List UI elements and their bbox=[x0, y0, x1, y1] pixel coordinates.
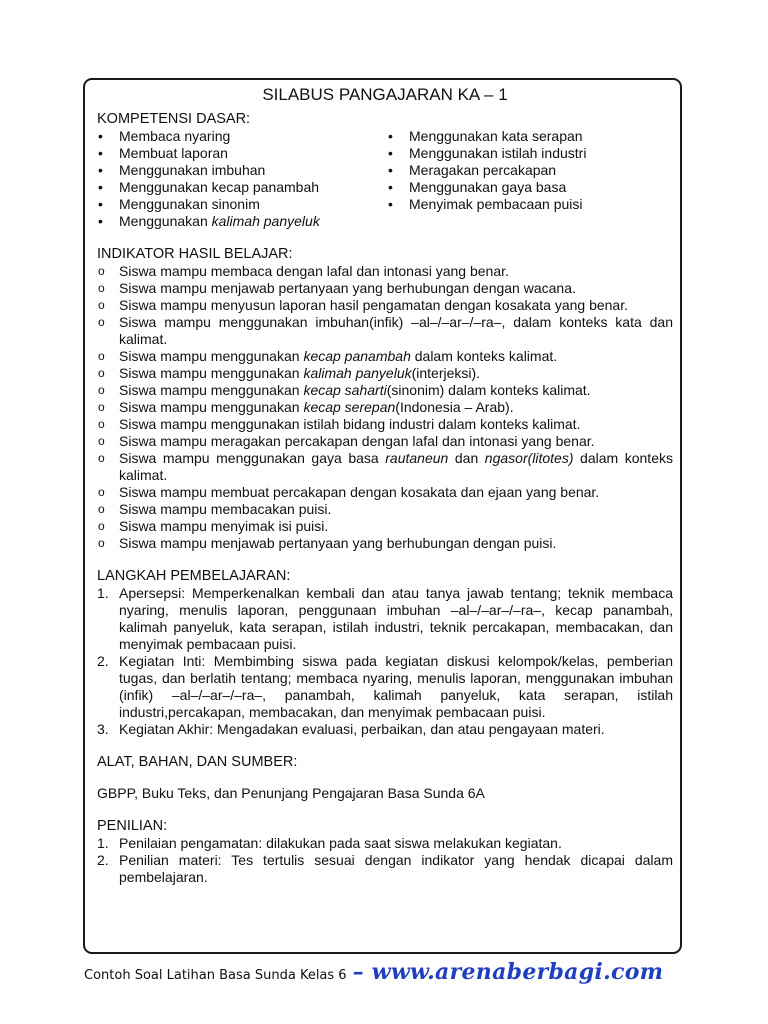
penilian-item bbox=[97, 835, 673, 852]
kompetensi-item-text: Menggunakan sinonim bbox=[119, 196, 260, 212]
kompetensi-list-right bbox=[387, 128, 673, 230]
indikator-item-text: Siswa mampu membacakan puisi. bbox=[119, 501, 332, 517]
page-footer bbox=[84, 959, 684, 989]
indikator-item-text: Siswa mampu menjawab pertanyaan yang berhubungan dengan puisi. bbox=[119, 535, 557, 551]
langkah-item-text: Kegiatan Akhir: Mengadakan evaluasi, perbaikan, dan atau pengayaan materi. bbox=[119, 721, 605, 737]
kompetensi-item: • Menggunakan kata serapan bbox=[387, 128, 673, 145]
langkah-list bbox=[97, 585, 673, 738]
kompetensi-list-left bbox=[97, 128, 387, 230]
indikator-item-text: Siswa mampu menggunakan bbox=[119, 382, 304, 398]
kompetensi-item: • Menggunakan istilah industri bbox=[387, 145, 673, 162]
indikator-item-text: (interjeksi). bbox=[411, 365, 481, 381]
penilian-heading: PENILIAN: bbox=[97, 818, 168, 834]
kompetensi-item: • Menggunakan gaya basa bbox=[387, 179, 673, 196]
indikator-item-text: Siswa mampu meragakan percakapan dengan lafal dan intonasi yang benar. bbox=[119, 433, 595, 449]
kompetensi-item bbox=[97, 213, 387, 230]
alat-heading: ALAT, BAHAN, DAN SUMBER: bbox=[97, 754, 298, 770]
footer-caption: Contoh Soal Latihan Basa Sunda Kelas 6 bbox=[84, 968, 347, 983]
langkah-heading: LANGKAH PEMBELAJARAN: bbox=[97, 568, 291, 584]
indikator-item-text: Siswa mampu menggunakan bbox=[119, 348, 304, 364]
indikator-item-text: Siswa mampu menggunakan imbuhan(infik) –al–/–ar–/–ra–, dalam konteks kata dan kalimat. bbox=[119, 314, 673, 347]
indikator-item bbox=[97, 297, 673, 314]
indikator-item-term: kalimah panyeluk bbox=[303, 365, 412, 381]
kompetensi-item: • Meragakan percakapan bbox=[387, 162, 673, 179]
indikator-item bbox=[97, 314, 673, 348]
indikator-item-text: Siswa mampu menyusun laporan hasil pengamatan dengan kosakata yang benar. bbox=[119, 297, 628, 313]
langkah-item-number: 1. bbox=[97, 585, 109, 601]
indikator-item bbox=[97, 518, 673, 535]
penilian-item-text: Penilaian pengamatan: dilakukan pada saat siswa melakukan kegiatan. bbox=[119, 835, 562, 851]
indikator-item bbox=[97, 348, 673, 365]
kompetensi-columns bbox=[97, 128, 673, 230]
penilian-item bbox=[97, 852, 673, 886]
kompetensi-item bbox=[97, 162, 387, 179]
kompetensi-item-text: Menggunakan bbox=[119, 213, 212, 229]
indikator-item-term: ngasor(litotes) bbox=[484, 450, 574, 466]
indikator-item bbox=[97, 484, 673, 501]
alat-text: GBPP, Buku Teks, dan Penunjang Pengajaran Basa Sunda 6A bbox=[97, 785, 485, 801]
indikator-item-text: Siswa mampu menjawab pertanyaan yang berhubungan dengan wacana. bbox=[119, 280, 576, 296]
kompetensi-item bbox=[97, 145, 387, 162]
langkah-item bbox=[97, 653, 673, 721]
indikator-item-term: kecap serepan bbox=[303, 399, 396, 415]
indikator-item-term: rautaneun bbox=[385, 450, 449, 466]
page-title: SILABUS PANGAJARAN KA – 1 bbox=[262, 85, 508, 104]
indikator-item bbox=[97, 416, 673, 433]
indikator-item-text: dalam konteks kalimat. bbox=[119, 450, 673, 483]
kompetensi-item-text: Menggunakan imbuhan bbox=[119, 162, 266, 178]
indikator-item bbox=[97, 535, 673, 552]
footer-dash: – bbox=[352, 959, 364, 985]
kompetensi-item-text: Membaca nyaring bbox=[119, 128, 231, 144]
indikator-item-text: Siswa mampu menggunakan bbox=[119, 399, 304, 415]
kompetensi-item: • Menyimak pembacaan puisi bbox=[387, 196, 673, 213]
footer-website-link[interactable]: www.arenaberbagi.com bbox=[371, 959, 664, 985]
indikator-item-text: Siswa mampu membuat percakapan dengan kosakata dan ejaan yang benar. bbox=[119, 484, 600, 500]
indikator-item bbox=[97, 263, 673, 280]
indikator-item bbox=[97, 450, 673, 484]
langkah-item-text: Apersepsi: Memperkenalkan kembali dan atau tanya jawab tentang; teknik membaca nyaring, menulis laporan, penggunaan imbuhan –al–/–ar–/–ra–, kecap panambah, kalimah panyeluk, kata serapan, istilah industri, teknik percakapan, membacakan, dan menyimak pembacaan puisi. bbox=[119, 585, 673, 652]
langkah-item-number: 2. bbox=[97, 653, 109, 669]
indikator-item-text: dalam konteks kalimat. bbox=[410, 348, 558, 364]
kompetensi-item bbox=[97, 196, 387, 213]
indikator-item-text: (Indonesia – Arab). bbox=[395, 399, 514, 415]
indikator-item-text: Siswa mampu membaca dengan lafal dan intonasi yang benar. bbox=[119, 263, 509, 279]
indikator-item-text: (sinonim) dalam konteks kalimat. bbox=[386, 382, 591, 398]
penilian-item-number: 2. bbox=[97, 852, 109, 868]
syllabus-content bbox=[97, 84, 673, 886]
langkah-item-text: Kegiatan Inti: Membimbing siswa pada kegiatan diskusi kelompok/kelas, pemberian tugas, dan berlatih tentang; membaca nyaring, menulis laporan, menggunakan imbuhan (infik) –al–/–ar–/–ra–, panambah, kalimah panyeluk, kata serapan, istilah industri,percakapan, membacakan, dan menyimak pembacaan puisi. bbox=[119, 653, 673, 720]
kompetensi-item-text: Membuat laporan bbox=[119, 145, 228, 161]
indikator-item-text: dan bbox=[448, 450, 485, 466]
indikator-item-text: Siswa mampu menggunakan bbox=[119, 365, 304, 381]
indikator-heading: INDIKATOR HASIL BELAJAR: bbox=[97, 246, 293, 262]
penilian-item-number: 1. bbox=[97, 835, 109, 851]
kompetensi-item-italic: kalimah panyeluk bbox=[211, 213, 320, 229]
penilian-item-text: Penilian materi: Tes tertulis sesuai dengan indikator yang hendak dicapai dalam pembelajaran. bbox=[119, 852, 673, 885]
indikator-item-text: Siswa mampu menggunakan gaya basa bbox=[119, 450, 386, 466]
langkah-item bbox=[97, 585, 673, 653]
indikator-item bbox=[97, 433, 673, 450]
kompetensi-item bbox=[97, 179, 387, 196]
indikator-item bbox=[97, 399, 673, 416]
indikator-item-term: kecap saharti bbox=[303, 382, 387, 398]
indikator-item-text: Siswa mampu menggunakan istilah bidang industri dalam konteks kalimat. bbox=[119, 416, 581, 432]
penilian-list bbox=[97, 835, 673, 886]
indikator-item-term: kecap panambah bbox=[303, 348, 411, 364]
langkah-item bbox=[97, 721, 673, 738]
kompetensi-item bbox=[97, 128, 387, 145]
kompetensi-item-text: Menggunakan kecap panambah bbox=[119, 179, 320, 195]
indikator-item-text: Siswa mampu menyimak isi puisi. bbox=[119, 518, 329, 534]
indikator-item bbox=[97, 280, 673, 297]
indikator-item bbox=[97, 501, 673, 518]
langkah-item-number: 3. bbox=[97, 721, 109, 737]
kompetensi-heading: KOMPETENSI DASAR: bbox=[97, 111, 251, 127]
indikator-item bbox=[97, 382, 673, 399]
indikator-item bbox=[97, 365, 673, 382]
indikator-list bbox=[97, 263, 673, 552]
